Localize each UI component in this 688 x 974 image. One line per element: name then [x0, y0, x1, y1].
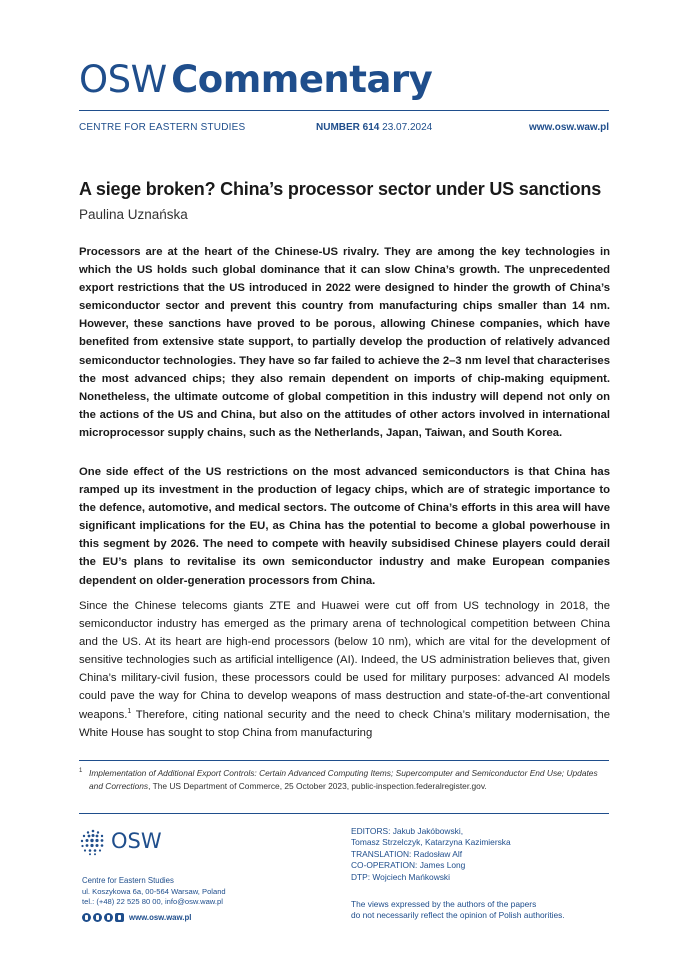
osw-logo [79, 826, 169, 860]
social-links [82, 912, 191, 922]
dtp-credit: DTP: Wojciech Mańkowski [351, 871, 450, 882]
issue-number-label: NUMBER 614 [316, 122, 380, 133]
website-link[interactable]: www.osw.waw.pl [528, 122, 609, 133]
disclaimer [351, 899, 565, 922]
issue-date: 23.07.2024 [382, 122, 433, 133]
masthead [79, 58, 432, 101]
issue-number [316, 122, 432, 133]
logo-text: OSW [111, 829, 162, 853]
body-paragraph-text-b: Therefore, citing national security and the need to check China’s military modernisation, the White House has sought to stop China from manufacturing [79, 708, 610, 739]
disclaimer-line-1: The views expressed by the authors of the papers [351, 899, 537, 909]
disclaimer-line-2: do not necessarily reflect the opinion of Polish authorities. [351, 910, 565, 921]
lead-paragraph-1: Processors are at the heart of the Chinese-US rivalry. They are among the key technologies in which the US holds such global dominance that it can slow China’s growth. The unprecedented export restrictions that the US introduced in 2022 were designed to hinder the growth of China’s semiconductor sector and prevent this country from manufacturing chips smaller than 14 nm. However, these sanctions have proved to be porous, allowing Chinese companies, which have benefited from extensive state support, to partially develop the production of relatively advanced semiconductor technologies. They have so far failed to achieve the 2–3 nm level that characterises the most advanced chips; they also remain dependent on imports of chip-making equipment. Nonetheless, the ultimate outcome of global competition in this industry will depend not only on the actions of the US and China, but also on the attitudes of other actors involved in international microprocessor supply chains, such as the Netherlands, Japan, Taiwan, and South Korea. [79, 246, 610, 439]
centre-name: CENTRE FOR EASTERN STUDIES [79, 122, 246, 133]
body-paragraph-text-a: Since the Chinese telecoms giants ZTE and Huawei were cut off from US technology in 2018, the semiconductor industry has emerged as the primary arena of technological competition between China and the US. At its heart are high-end processors (below 10 nm), which are vital for the development of sensitive technologies such as artificial intelligence (AI). Indeed, the US administration believes that, given China’s military-civil fusion, these processors could be used for military purposes: advanced AI models could pave the way for China to develop weapons of mass destruction and state-of-the-art conventional weapons. [79, 600, 610, 721]
lead-paragraph-2: One side effect of the US restrictions on the most advanced semiconductors is that China has ramped up its investment in the production of legacy chips, which are of strategic importance to the defence, automotive, and medical sectors. The outcome of China’s efforts in this area will have significant implications for the EU, as China has the potential to become a global powerhouse in this segment by 2026. The need to compete with heavily subsidised Chinese players could derail the EU’s plans to revitalise its own semiconductor industry and make European companies dependent on older-generation processors from China. [79, 466, 610, 587]
globe-dots-icon [79, 828, 107, 856]
cooperation-credit: CO-OPERATION: James Long [351, 860, 466, 871]
contact-info: tel.: (+48) 22 525 80 00, info@osw.waw.pl [82, 897, 223, 907]
footnote [79, 767, 610, 792]
editors-line-2: Tomasz Strzelczyk, Katarzyna Kazimierska [351, 837, 511, 848]
postal-address: ul. Koszykowa 6a, 00-564 Warsaw, Poland [82, 886, 226, 896]
youtube-icon[interactable] [115, 913, 124, 922]
credits-block [351, 826, 511, 883]
article-title: A siege broken? China’s processor sector under US sanctions [79, 179, 602, 199]
org-name: Centre for Eastern Studies [82, 876, 174, 885]
article-author: Paulina Uznańska [79, 207, 188, 222]
masthead-divider [79, 110, 609, 111]
footer-website-link[interactable]: www.osw.waw.pl [129, 912, 192, 922]
footnote-text [79, 767, 610, 792]
body-paragraph [79, 597, 610, 742]
footnote-number: 1 [79, 768, 83, 774]
footnote-reference[interactable]: 1 [127, 707, 132, 715]
twitter-icon[interactable] [93, 913, 102, 922]
facebook-icon[interactable] [82, 913, 91, 922]
footnote-source: , The US Department of Commerce, 25 October 2023, public-inspection.federalregister.gov. [148, 780, 487, 791]
footnote-divider [79, 760, 609, 761]
footnote-title: Implementation of Additional Export Controls: Certain Advanced Computing Items; Supercomputer and Semiconductor End Use; Updates and Corrections [89, 768, 598, 791]
editors-line-1: EDITORS: Jakub Jakóbowski, [351, 826, 464, 836]
footer-divider [79, 813, 609, 814]
masthead-commentary: Commentary [171, 58, 433, 101]
linkedin-icon[interactable] [104, 913, 113, 922]
translation-credit: TRANSLATION: Radosław Alf [351, 848, 463, 859]
address-block [82, 876, 226, 908]
masthead-osw: OSW [79, 58, 167, 101]
